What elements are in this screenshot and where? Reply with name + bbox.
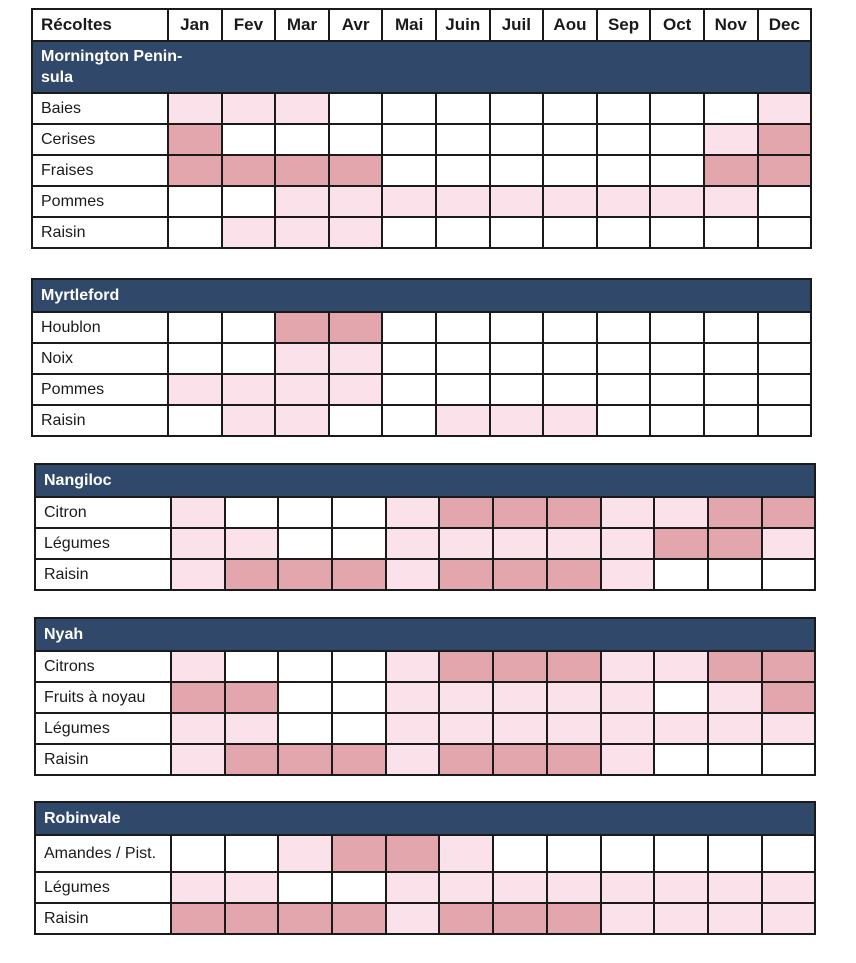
season-cell — [654, 497, 708, 528]
season-cell — [329, 343, 383, 374]
region-name: Robinvale — [44, 810, 121, 827]
season-cell — [386, 682, 440, 713]
season-cell — [601, 744, 655, 775]
season-cell — [171, 682, 225, 713]
season-cell — [436, 186, 490, 217]
season-cell — [386, 744, 440, 775]
season-cell — [493, 497, 547, 528]
crop-label: Fraises — [32, 155, 168, 186]
season-cell — [650, 217, 704, 248]
season-cell — [329, 217, 383, 248]
crop-row — [32, 155, 811, 186]
crop-row — [32, 124, 811, 155]
header-month: Juin — [436, 9, 490, 41]
header-month: Fev — [222, 9, 276, 41]
season-cell — [386, 497, 440, 528]
crop-row — [32, 374, 811, 405]
season-cell — [171, 559, 225, 590]
season-cell — [382, 374, 436, 405]
crop-label: Cerises — [32, 124, 168, 155]
season-cell — [490, 405, 544, 436]
season-cell — [382, 93, 436, 124]
season-cell — [382, 405, 436, 436]
season-cell — [332, 872, 386, 903]
season-cell — [168, 93, 222, 124]
season-cell — [439, 682, 493, 713]
season-cell — [386, 651, 440, 682]
season-cell — [650, 374, 704, 405]
season-cell — [332, 497, 386, 528]
season-cell — [708, 835, 762, 872]
season-cell — [168, 155, 222, 186]
season-cell — [543, 405, 597, 436]
header-month: Dec — [758, 9, 812, 41]
season-cell — [650, 343, 704, 374]
season-cell — [493, 744, 547, 775]
season-cell — [168, 405, 222, 436]
season-cell — [275, 343, 329, 374]
season-cell — [654, 682, 708, 713]
season-cell — [654, 559, 708, 590]
season-cell — [758, 186, 812, 217]
season-cell — [758, 343, 812, 374]
season-cell — [329, 93, 383, 124]
crop-row — [35, 744, 815, 775]
season-cell — [222, 124, 276, 155]
header-month: Sep — [597, 9, 651, 41]
season-cell — [601, 528, 655, 559]
season-cell — [547, 872, 601, 903]
season-cell — [597, 405, 651, 436]
season-cell — [278, 872, 332, 903]
season-cell — [762, 528, 816, 559]
header-month: Juil — [490, 9, 544, 41]
season-cell — [758, 217, 812, 248]
season-cell — [654, 651, 708, 682]
season-cell — [758, 155, 812, 186]
season-cell — [547, 651, 601, 682]
season-cell — [708, 713, 762, 744]
season-cell — [332, 682, 386, 713]
season-cell — [168, 124, 222, 155]
crop-row — [35, 497, 815, 528]
season-cell — [493, 559, 547, 590]
season-cell — [490, 374, 544, 405]
season-cell — [332, 903, 386, 934]
season-cell — [762, 744, 816, 775]
season-cell — [708, 528, 762, 559]
crop-row — [35, 651, 815, 682]
season-cell — [601, 713, 655, 744]
season-cell — [225, 713, 279, 744]
season-cell — [597, 186, 651, 217]
season-cell — [275, 155, 329, 186]
season-cell — [222, 93, 276, 124]
season-cell — [704, 93, 758, 124]
season-cell — [597, 93, 651, 124]
header-month: Avr — [329, 9, 383, 41]
season-cell — [490, 93, 544, 124]
season-cell — [708, 682, 762, 713]
season-cell — [597, 124, 651, 155]
season-cell — [654, 744, 708, 775]
season-cell — [171, 872, 225, 903]
season-cell — [758, 124, 812, 155]
season-cell — [543, 124, 597, 155]
season-cell — [222, 217, 276, 248]
crop-label: Raisin — [35, 744, 171, 775]
season-cell — [654, 528, 708, 559]
season-cell — [278, 835, 332, 872]
season-cell — [382, 186, 436, 217]
season-cell — [650, 405, 704, 436]
season-cell — [547, 744, 601, 775]
season-cell — [762, 835, 816, 872]
season-cell — [225, 682, 279, 713]
crop-label: Raisin — [35, 903, 171, 934]
header-month: Jan — [168, 9, 222, 41]
crop-label: Citrons — [35, 651, 171, 682]
season-cell — [222, 405, 276, 436]
season-cell — [547, 497, 601, 528]
season-cell — [278, 497, 332, 528]
season-cell — [278, 651, 332, 682]
season-cell — [543, 93, 597, 124]
season-cell — [225, 835, 279, 872]
season-cell — [329, 186, 383, 217]
crop-row — [35, 903, 815, 934]
season-cell — [225, 872, 279, 903]
season-cell — [704, 186, 758, 217]
header-month: Oct — [650, 9, 704, 41]
season-cell — [332, 559, 386, 590]
crop-label: Raisin — [35, 559, 171, 590]
crop-label: Baies — [32, 93, 168, 124]
crop-label: Amandes / Pist. — [35, 835, 171, 872]
season-cell — [758, 405, 812, 436]
header-month: Mar — [275, 9, 329, 41]
season-cell — [543, 374, 597, 405]
season-cell — [332, 835, 386, 872]
season-cell — [704, 343, 758, 374]
season-cell — [601, 559, 655, 590]
season-cell — [490, 343, 544, 374]
season-cell — [708, 744, 762, 775]
region-table — [34, 617, 816, 776]
season-cell — [708, 903, 762, 934]
header-month: Aou — [543, 9, 597, 41]
crop-label: Pommes — [32, 186, 168, 217]
season-cell — [168, 217, 222, 248]
season-cell — [278, 559, 332, 590]
crop-row — [35, 872, 815, 903]
season-cell — [601, 651, 655, 682]
season-cell — [332, 744, 386, 775]
region-row — [35, 464, 815, 497]
season-cell — [439, 559, 493, 590]
crop-row — [35, 528, 815, 559]
crop-row — [35, 559, 815, 590]
season-cell — [222, 343, 276, 374]
season-cell — [382, 312, 436, 343]
season-cell — [704, 155, 758, 186]
season-cell — [543, 155, 597, 186]
season-cell — [168, 186, 222, 217]
season-cell — [171, 713, 225, 744]
season-cell — [436, 217, 490, 248]
region-row — [32, 279, 811, 312]
season-cell — [386, 528, 440, 559]
season-cell — [490, 124, 544, 155]
season-cell — [168, 343, 222, 374]
season-cell — [758, 374, 812, 405]
header-month: Nov — [704, 9, 758, 41]
season-cell — [278, 682, 332, 713]
season-cell — [597, 217, 651, 248]
region-table — [31, 8, 812, 249]
season-cell — [704, 312, 758, 343]
season-cell — [650, 124, 704, 155]
season-cell — [493, 682, 547, 713]
season-cell — [225, 559, 279, 590]
region-row — [32, 41, 811, 93]
season-cell — [332, 651, 386, 682]
season-cell — [386, 559, 440, 590]
region-row — [35, 802, 815, 835]
season-cell — [490, 186, 544, 217]
season-cell — [278, 744, 332, 775]
season-cell — [654, 903, 708, 934]
season-cell — [222, 374, 276, 405]
season-cell — [386, 835, 440, 872]
crop-row — [32, 93, 811, 124]
season-cell — [597, 343, 651, 374]
season-cell — [278, 713, 332, 744]
season-cell — [171, 744, 225, 775]
season-cell — [439, 744, 493, 775]
season-cell — [278, 528, 332, 559]
season-cell — [490, 155, 544, 186]
season-cell — [439, 497, 493, 528]
season-cell — [436, 343, 490, 374]
season-cell — [543, 343, 597, 374]
crop-row — [32, 405, 811, 436]
season-cell — [275, 312, 329, 343]
region-name: Myrtleford — [41, 287, 120, 304]
season-cell — [650, 312, 704, 343]
season-cell — [490, 217, 544, 248]
region-table — [31, 278, 812, 437]
season-cell — [547, 713, 601, 744]
season-cell — [386, 713, 440, 744]
season-cell — [171, 835, 225, 872]
season-cell — [225, 528, 279, 559]
season-cell — [171, 497, 225, 528]
region-name: Nyah — [44, 626, 84, 643]
season-cell — [543, 186, 597, 217]
season-cell — [386, 872, 440, 903]
season-cell — [654, 872, 708, 903]
season-cell — [547, 682, 601, 713]
season-cell — [704, 124, 758, 155]
season-cell — [601, 903, 655, 934]
season-cell — [275, 217, 329, 248]
season-cell — [222, 312, 276, 343]
season-cell — [758, 93, 812, 124]
season-cell — [171, 528, 225, 559]
season-cell — [225, 903, 279, 934]
crop-label: Légumes — [35, 528, 171, 559]
season-cell — [436, 93, 490, 124]
season-cell — [493, 528, 547, 559]
season-cell — [758, 312, 812, 343]
season-cell — [493, 872, 547, 903]
season-cell — [329, 155, 383, 186]
season-cell — [493, 835, 547, 872]
season-cell — [439, 528, 493, 559]
season-cell — [601, 872, 655, 903]
season-cell — [704, 217, 758, 248]
season-cell — [386, 903, 440, 934]
season-cell — [650, 155, 704, 186]
season-cell — [493, 651, 547, 682]
crop-label: Fruits à noyau — [35, 682, 171, 713]
season-cell — [543, 312, 597, 343]
season-cell — [650, 93, 704, 124]
season-cell — [275, 186, 329, 217]
crop-label: Légumes — [35, 713, 171, 744]
season-cell — [762, 559, 816, 590]
season-cell — [762, 682, 816, 713]
header-month: Mai — [382, 9, 436, 41]
season-cell — [547, 528, 601, 559]
season-cell — [650, 186, 704, 217]
season-cell — [439, 713, 493, 744]
season-cell — [171, 903, 225, 934]
season-cell — [597, 155, 651, 186]
season-cell — [436, 155, 490, 186]
season-cell — [332, 713, 386, 744]
season-cell — [547, 903, 601, 934]
season-cell — [225, 651, 279, 682]
season-cell — [601, 497, 655, 528]
season-cell — [654, 713, 708, 744]
crop-row — [32, 312, 811, 343]
season-cell — [225, 744, 279, 775]
season-cell — [436, 374, 490, 405]
season-cell — [171, 651, 225, 682]
season-cell — [278, 903, 332, 934]
crop-row — [32, 186, 811, 217]
season-cell — [168, 374, 222, 405]
crop-label: Pommes — [32, 374, 168, 405]
season-cell — [436, 405, 490, 436]
season-cell — [762, 903, 816, 934]
season-cell — [704, 405, 758, 436]
season-cell — [275, 374, 329, 405]
region-name: Nangiloc — [44, 472, 112, 489]
season-cell — [382, 343, 436, 374]
season-cell — [490, 312, 544, 343]
season-cell — [329, 124, 383, 155]
season-cell — [382, 155, 436, 186]
season-cell — [708, 872, 762, 903]
region-name: Mornington Penin-sula — [41, 48, 183, 86]
season-cell — [439, 903, 493, 934]
season-cell — [601, 682, 655, 713]
season-cell — [332, 528, 386, 559]
crop-label: Légumes — [35, 872, 171, 903]
season-cell — [168, 312, 222, 343]
season-cell — [493, 713, 547, 744]
season-cell — [543, 217, 597, 248]
crop-label: Houblon — [32, 312, 168, 343]
season-cell — [439, 835, 493, 872]
crop-row — [35, 835, 815, 872]
season-cell — [708, 559, 762, 590]
season-cell — [547, 835, 601, 872]
season-cell — [601, 835, 655, 872]
season-cell — [222, 155, 276, 186]
header-crops: Récoltes — [32, 9, 168, 41]
season-cell — [704, 374, 758, 405]
season-cell — [275, 93, 329, 124]
crop-row — [32, 343, 811, 374]
season-cell — [439, 651, 493, 682]
season-cell — [382, 217, 436, 248]
crop-label: Citron — [35, 497, 171, 528]
region-table — [34, 463, 816, 591]
season-cell — [547, 559, 601, 590]
crop-label: Raisin — [32, 405, 168, 436]
season-cell — [597, 312, 651, 343]
season-cell — [329, 405, 383, 436]
season-cell — [762, 651, 816, 682]
region-table — [34, 801, 816, 935]
season-cell — [439, 872, 493, 903]
season-cell — [708, 651, 762, 682]
season-cell — [762, 872, 816, 903]
season-cell — [762, 497, 816, 528]
season-cell — [762, 713, 816, 744]
season-cell — [222, 186, 276, 217]
season-cell — [275, 405, 329, 436]
season-cell — [597, 374, 651, 405]
season-cell — [436, 312, 490, 343]
crop-row — [35, 713, 815, 744]
season-cell — [493, 903, 547, 934]
season-cell — [436, 124, 490, 155]
region-row — [35, 618, 815, 651]
crop-label: Noix — [32, 343, 168, 374]
crop-row — [35, 682, 815, 713]
season-cell — [275, 124, 329, 155]
crop-label: Raisin — [32, 217, 168, 248]
crop-row — [32, 217, 811, 248]
season-cell — [708, 497, 762, 528]
season-cell — [329, 312, 383, 343]
season-cell — [382, 124, 436, 155]
header-row — [32, 9, 811, 41]
season-cell — [225, 497, 279, 528]
season-cell — [329, 374, 383, 405]
season-cell — [654, 835, 708, 872]
